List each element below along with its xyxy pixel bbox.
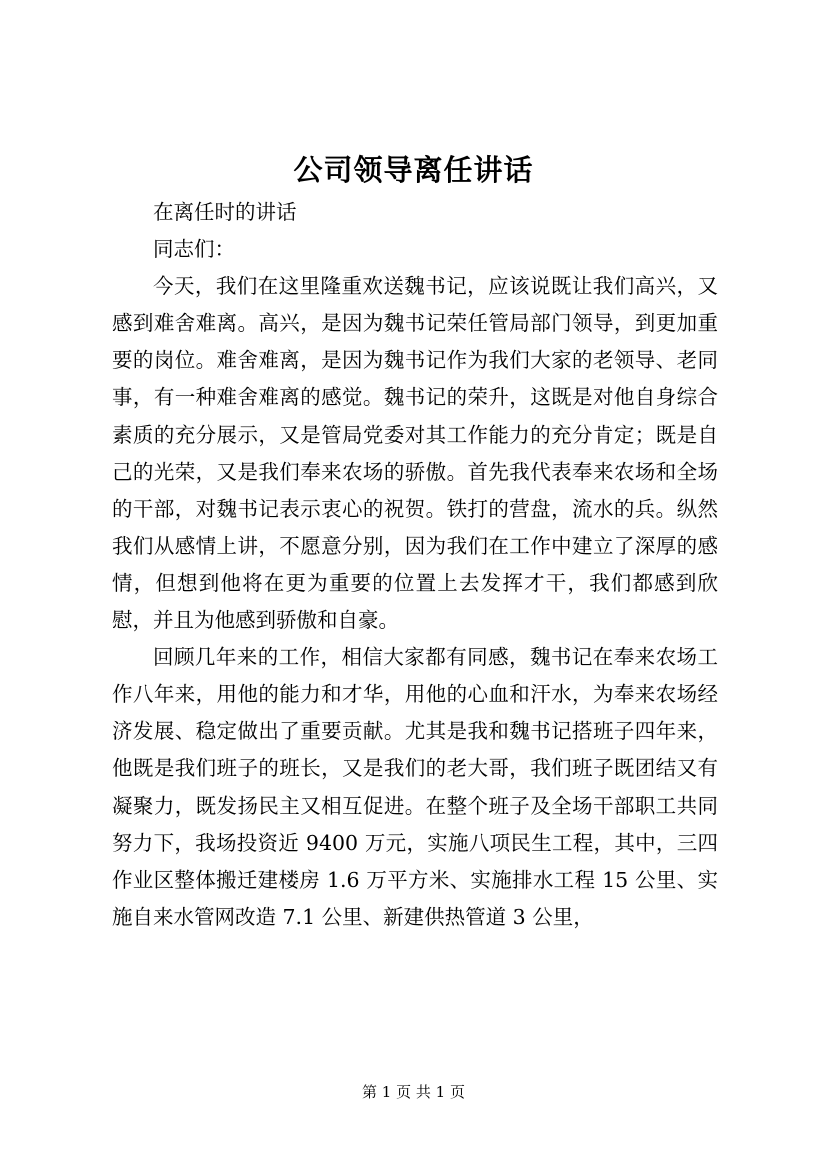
document-body bbox=[112, 194, 718, 936]
document-title: 公司领导离任讲话 bbox=[293, 153, 534, 187]
page-footer: 第 1 页 共 1 页 bbox=[362, 1083, 465, 1101]
paragraph-body-2: 回顾几年来的工作，相信大家都有同感，魏书记在奉来农场工作八年来，用他的能力和才华，用他的心血和汗水，为奉来农场经济发展、稳定做出了重要贡献。尤其是我和魏书记搭班子四年来，他既是我们班子的班长，又是我们的老大哥，我们班子既团结又有凝聚力，既发扬民主又相互促进。在整个班子及全场干部职工共同努力下，我场投资近 9400 万元，实施八项民生工程，其中，三四作业区整体搬迁建楼房 1.6 万平方米、实施排水工程 15 公里、实施自来水管网改造 7.1 公里、新建供热管道 3 公里， bbox=[112, 645, 718, 929]
paragraph-salutation: 同志们： bbox=[153, 237, 235, 262]
paragraph-body-1: 今天，我们在这里隆重欢送魏书记，应该说既让我们高兴，又感到难舍难离。高兴，是因为魏书记荣任管局部门领导，到更加重要的岗位。难舍难离，是因为魏书记作为我们大家的老领导、老同事，有一种难舍难离的感觉。魏书记的荣升，这既是对他自身综合素质的充分展示，又是管局党委对其工作能力的充分肯定；既是自己的光荣，又是我们奉来农场的骄傲。首先我代表奉来农场和全场的干部，对魏书记表示衷心的祝贺。铁打的营盘，流水的兵。纵然我们从感情上讲，不愿意分别，因为我们在工作中建立了深厚的感情，但想到他将在更为重要的位置上去发挥才干，我们都感到欣慰，并且为他感到骄傲和自豪。 bbox=[112, 274, 718, 633]
paragraph-subtitle: 在离任时的讲话 bbox=[153, 200, 297, 224]
